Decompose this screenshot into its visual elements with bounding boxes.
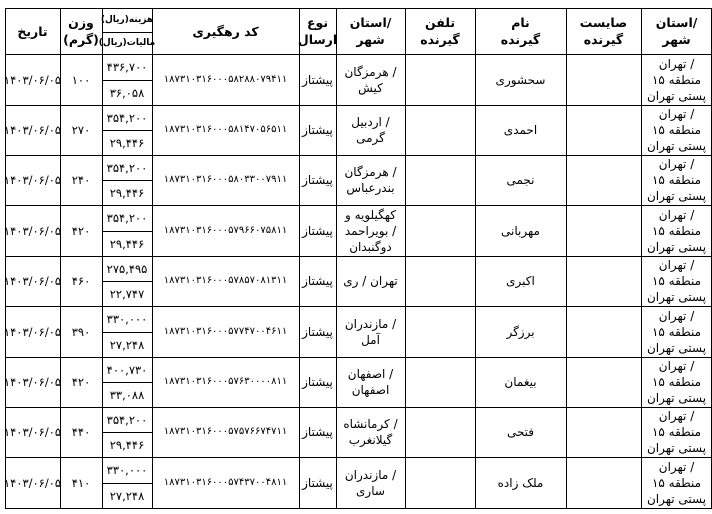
header-send-type: نوع ارسال	[297, 15, 338, 47]
cell-tax: ۲۲,۷۴۷	[109, 286, 145, 301]
cell-weight: ۴۶۰	[71, 274, 91, 288]
cell-dest: کرمانشاه / گیلانغرب	[343, 417, 398, 447]
cell-cost: ۲۷۵,۴۹۵	[106, 261, 148, 276]
cell-date: ۱۴۰۳/۰۶/۰۵	[3, 72, 62, 87]
cell-send-type: پیشتاز	[302, 324, 333, 339]
cell-date: ۱۴۰۳/۰۶/۰۵	[3, 123, 62, 137]
cell-site	[566, 105, 641, 155]
cell-site	[566, 205, 641, 256]
cell-dest: مازندران / ساری	[344, 467, 397, 498]
cell-tracking: ۱۸۷۳۱۰۳۱۶۰۰۰۵۷۴۳۷۰۰۴۸۱۱	[163, 476, 288, 488]
header-dest-province-city: استان/ شهر	[349, 15, 392, 47]
cell-send-type: پیشتاز	[302, 425, 333, 439]
header-receiver-phone: تلفن گیرنده	[420, 15, 460, 47]
cell-name: نجمی	[506, 173, 535, 187]
cell-phone	[405, 54, 475, 105]
cell-dest: مازندران / آمل	[344, 316, 397, 347]
cell-origin: تهران / منطقه ۱۵ پستی تهران	[646, 207, 707, 254]
cell-weight: ۴۲۰	[71, 375, 91, 389]
cell-cost: ۴۰۰,۷۳۰	[106, 362, 148, 377]
cell-send-type: پیشتاز	[302, 123, 333, 137]
header-receiver-site: صایست گیرنده	[579, 15, 628, 47]
header-origin-province-city: استان/ شهر	[655, 15, 698, 47]
cell-origin: تهران / منطقه ۱۵ پستی تهران	[646, 308, 707, 355]
cell-site	[566, 256, 641, 306]
cell-cost: ۴۳۶,۷۰۰	[106, 60, 148, 74]
cell-date: ۱۴۰۳/۰۶/۰۵	[3, 223, 62, 238]
cell-name: اکبری	[506, 274, 535, 288]
header-receiver-name: نام گیرنده	[500, 15, 541, 47]
cell-phone	[405, 357, 475, 407]
cell-weight: ۳۹۰	[71, 324, 91, 339]
cell-weight: ۲۴۰	[71, 173, 91, 187]
cell-tax: ۲۹,۴۴۶	[109, 437, 145, 452]
cell-date: ۱۴۰۳/۰۶/۰۵	[3, 425, 62, 439]
cell-tax: ۳۶,۰۵۸	[109, 85, 145, 100]
cell-phone	[405, 205, 475, 256]
cell-date: ۱۴۰۳/۰۶/۰۵	[3, 375, 62, 389]
cell-send-type: پیشتاز	[302, 375, 333, 389]
cell-name: ملک زاده	[497, 475, 544, 490]
cell-tracking: ۱۸۷۳۱۰۳۱۶۰۰۰۵۸۰۳۳۰۰۷۹۱۱	[163, 174, 288, 185]
cell-site	[566, 54, 641, 105]
cell-tracking: ۱۸۷۳۱۰۳۱۶۰۰۰۵۸۲۸۸۰۷۹۴۱۱	[163, 73, 288, 85]
cell-site	[566, 457, 641, 508]
cell-phone	[405, 306, 475, 357]
cell-origin: تهران / منطقه ۱۵ پستی تهران	[646, 157, 707, 203]
cell-site	[566, 357, 641, 407]
cell-tracking: ۱۸۷۳۱۰۳۱۶۰۰۰۵۷۸۵۷۰۸۱۳۱۱	[163, 275, 288, 286]
cell-phone	[405, 155, 475, 205]
cell-weight: ۴۲۰	[71, 223, 91, 238]
cell-date: ۱۴۰۳/۰۶/۰۵	[3, 274, 62, 288]
cell-send-type: پیشتاز	[302, 274, 333, 288]
cell-cost: ۳۵۴,۲۰۰	[106, 160, 148, 175]
cell-date: ۱۴۰۳/۰۶/۰۵	[3, 324, 62, 339]
cell-weight: ۴۴۰	[71, 425, 91, 439]
cell-send-type: پیشتاز	[302, 475, 333, 490]
cell-phone	[405, 457, 475, 508]
cell-origin: تهران / منطقه ۱۵ پستی تهران	[646, 359, 707, 405]
cell-weight: ۱۰۰	[71, 72, 91, 87]
cell-name: احمدی	[503, 123, 538, 137]
header-date: تاریخ	[17, 23, 48, 39]
cell-weight: ۲۷۰	[71, 123, 91, 137]
cell-site	[566, 407, 641, 457]
cell-origin: تهران / منطقه ۱۵ پستی تهران	[646, 409, 707, 455]
cell-cost: ۳۳۰,۰۰۰	[106, 312, 148, 326]
cell-origin: تهران / منطقه ۱۵ پستی تهران	[646, 459, 707, 506]
cell-tracking: ۱۸۷۳۱۰۳۱۶۰۰۰۵۷۷۴۷۰۰۴۶۱۱	[163, 325, 288, 337]
cell-dest: هرمزگان / کیش	[344, 64, 397, 95]
header-tax: مالیات(ریال)	[98, 37, 156, 48]
cell-dest: اردبیل / گرمی	[351, 115, 390, 145]
cell-dest: اصفهان / اصفهان	[347, 367, 394, 397]
cell-site	[566, 306, 641, 357]
cell-tracking: ۱۸۷۳۱۰۳۱۶۰۰۰۵۷۹۶۶۰۷۵۸۱۱	[163, 224, 288, 236]
header-cost: هزینه(ریال)	[100, 14, 154, 25]
cell-phone	[405, 256, 475, 306]
cell-name: برزگر	[506, 324, 535, 339]
header-tracking: کد رهگیری	[192, 23, 259, 39]
cell-tracking: ۱۸۷۳۱۰۳۱۶۰۰۰۵۸۱۴۷۰۵۶۵۱۱	[163, 124, 288, 135]
cell-tax: ۲۹,۴۴۶	[109, 185, 145, 200]
header-weight: وزن (گرم)	[63, 15, 99, 47]
cell-tax: ۲۷,۲۴۸	[109, 488, 145, 503]
cell-phone	[405, 105, 475, 155]
cell-origin: تهران / منطقه ۱۵ پستی تهران	[646, 56, 707, 103]
cell-send-type: پیشتاز	[302, 173, 333, 187]
cell-name: سحشوری	[495, 72, 546, 87]
cell-dest: هرمزگان / بندرعباس	[344, 165, 397, 195]
cell-name: فتحی	[506, 425, 535, 439]
cell-send-type: پیشتاز	[302, 72, 333, 87]
cell-origin: تهران / منطقه ۱۵ پستی تهران	[646, 107, 707, 153]
cell-tax: ۳۳,۰۸۸	[109, 387, 145, 402]
cell-tax: ۲۷,۲۴۸	[109, 337, 145, 352]
cell-cost: ۳۵۴,۲۰۰	[106, 211, 148, 225]
cell-send-type: پیشتاز	[302, 223, 333, 238]
cell-tax: ۲۹,۴۴۶	[109, 135, 145, 150]
cell-tax: ۲۹,۴۴۶	[109, 236, 145, 251]
cell-tracking: ۱۸۷۳۱۰۳۱۶۰۰۰۵۷۶۳۰۰۰۰۸۱۱	[163, 376, 288, 387]
cell-origin: تهران / منطقه ۱۵ پستی تهران	[646, 258, 707, 304]
cell-name: بیغمان	[504, 375, 537, 389]
cell-dest: کهگیلویه و بویراحمد / دوگنبدان	[344, 207, 397, 254]
cell-name: مهربانی	[501, 223, 540, 238]
cell-cost: ۳۵۴,۲۰۰	[106, 110, 148, 125]
cell-date: ۱۴۰۳/۰۶/۰۵	[3, 475, 62, 490]
cell-weight: ۴۱۰	[71, 475, 91, 490]
cell-date: ۱۴۰۳/۰۶/۰۵	[3, 173, 62, 187]
cell-site	[566, 155, 641, 205]
cell-tracking: ۱۸۷۳۱۰۳۱۶۰۰۰۵۷۵۷۶۶۷۴۷۱۱	[163, 426, 288, 437]
cell-phone	[405, 407, 475, 457]
cell-cost: ۳۳۰,۰۰۰	[106, 463, 148, 477]
cell-cost: ۳۵۴,۲۰۰	[106, 412, 148, 427]
cell-dest: تهران / ری	[343, 274, 398, 288]
